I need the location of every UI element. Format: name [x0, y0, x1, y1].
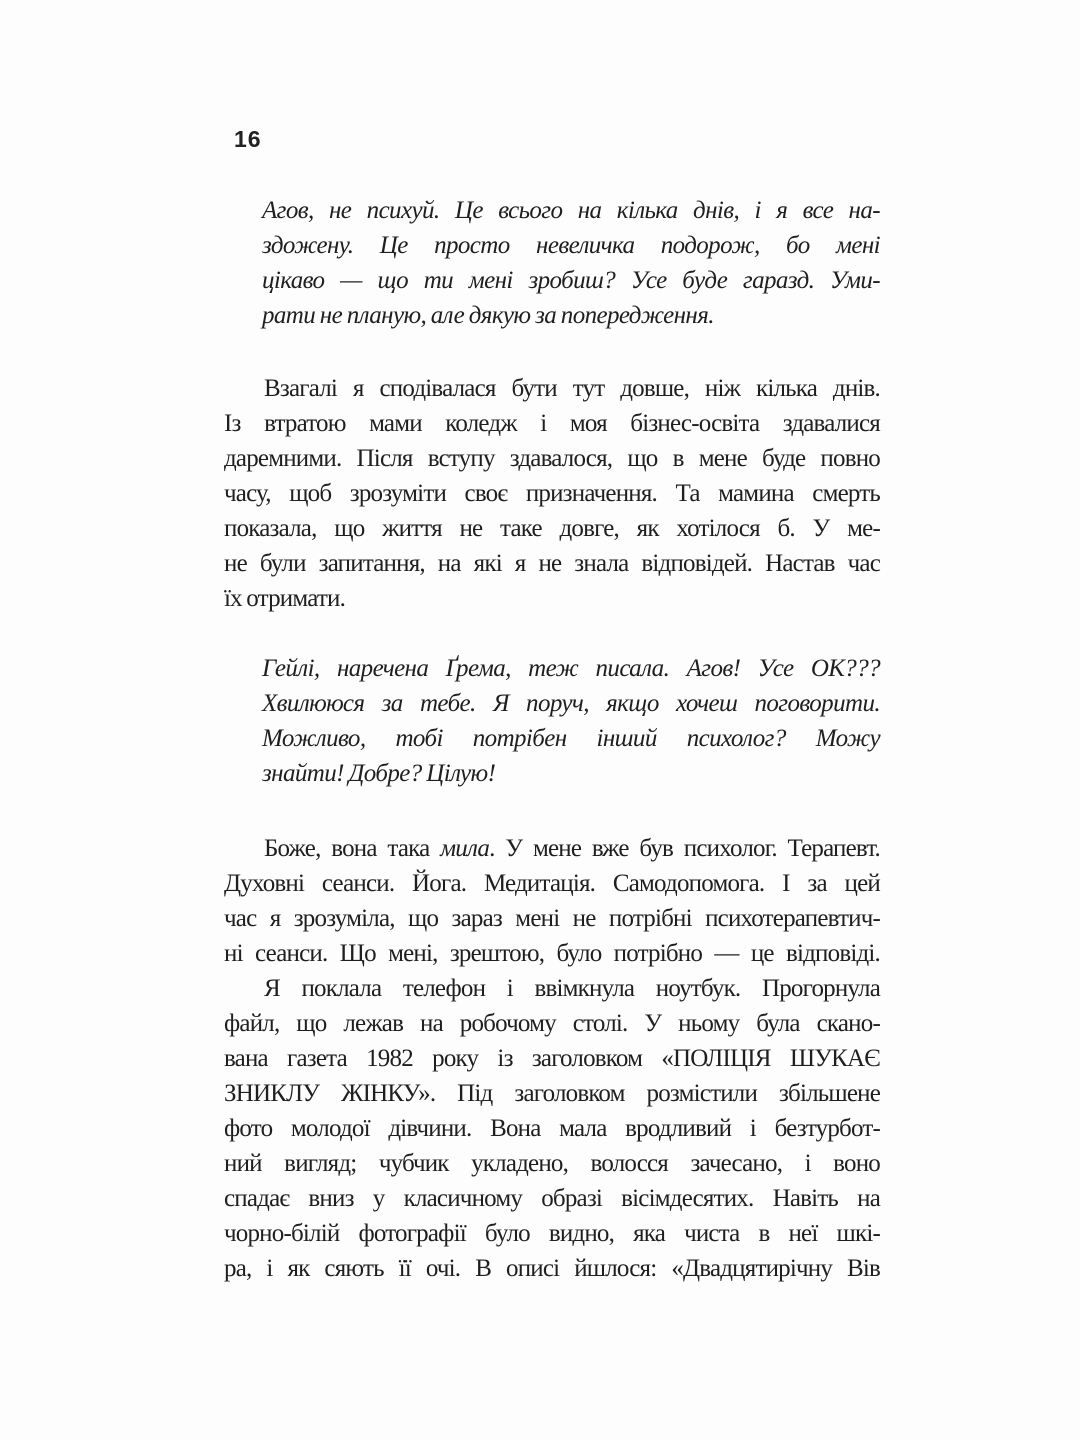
quote-line: здожену. Це просто невеличка подорож, бо мені: [262, 232, 880, 259]
body-line: ний вигляд; чубчик укладено, волосся зачесано, і воно: [224, 1150, 880, 1177]
quote-line: цікаво — що ти мені зробиш? Усе буде гаразд. Уми-: [262, 267, 880, 294]
body-line: [224, 831, 880, 866]
emphasized-word: мила: [440, 835, 490, 862]
body-line: спадає вниз у класичному образі вісімдесятих. Навіть на: [224, 1185, 880, 1212]
quote-line: знайти! Добре? Цілую!: [262, 760, 496, 787]
page-number: 16: [234, 126, 262, 152]
body-line: Духовні сеанси. Йога. Медитація. Самодопомога. І за цей: [224, 870, 880, 897]
paragraph-2: [224, 831, 880, 971]
body-line: чорно-білій фотографії було видно, яка чиста в неї шкі-: [224, 1220, 880, 1247]
quote-line: Агов, не психуй. Це всього на кілька днів, і я все на-: [262, 197, 880, 224]
body-line: файл, що лежав на робочому столі. У ньому була скано-: [224, 1010, 880, 1037]
body-line: ні сеанси. Що мені, зрештою, було потрібно — це відповіді.: [224, 940, 880, 967]
body-line: час я зрозуміла, що зараз мені не потрібні психотерапевтич-: [224, 905, 880, 932]
paragraph-1: [224, 371, 880, 616]
body-line: ра, і як сяють її очі. В описі йшлося: «Двадцятирічну Вів: [224, 1255, 880, 1282]
quote-line: Гейлі, наречена Ґрема, теж писала. Агов! Усе ОК???: [262, 655, 880, 682]
quote-block-2: [262, 651, 880, 791]
body-line: фото молодої дівчини. Вона мала вродливий і безтурбот-: [224, 1115, 880, 1142]
body-text: Боже, вона така: [264, 835, 441, 862]
body-line: часу, щоб зрозуміти своє призначення. Та мамина смерть: [224, 480, 880, 507]
body-line: вана газета 1982 року із заголовком «ПОЛІЦІЯ ШУКАЄ: [224, 1045, 880, 1072]
body-line: даремними. Після вступу здавалося, що в мене буде повно: [224, 445, 880, 472]
body-line: Взагалі я сподівалася бути тут довше, ніж кілька днів.: [264, 375, 880, 402]
quote-block-1: [262, 193, 880, 333]
body-line: Я поклала телефон і ввімкнула ноутбук. Прогорнула: [264, 975, 880, 1002]
body-text: . У мене вже був психолог. Терапевт.: [489, 835, 880, 862]
quote-line: Хвилююся за тебе. Я поруч, якщо хочеш поговорити.: [262, 690, 880, 717]
body-line: їх отримати.: [224, 585, 346, 612]
body-line: не були запитання, на які я не знала відповідей. Настав час: [224, 550, 880, 577]
body-line: показала, що життя не таке довге, як хотілося б. У ме-: [224, 515, 880, 542]
quote-line: рати не планую, але дякую за попередження.: [262, 302, 714, 329]
paragraph-3: [224, 971, 880, 1286]
body-line: Із втратою мами коледж і моя бізнес-освіта здавалися: [224, 410, 880, 437]
body-line: ЗНИКЛУ ЖІНКУ». Під заголовком розмістили збільшене: [224, 1080, 880, 1107]
quote-line: Можливо, тобі потрібен інший психолог? Можу: [262, 725, 880, 752]
